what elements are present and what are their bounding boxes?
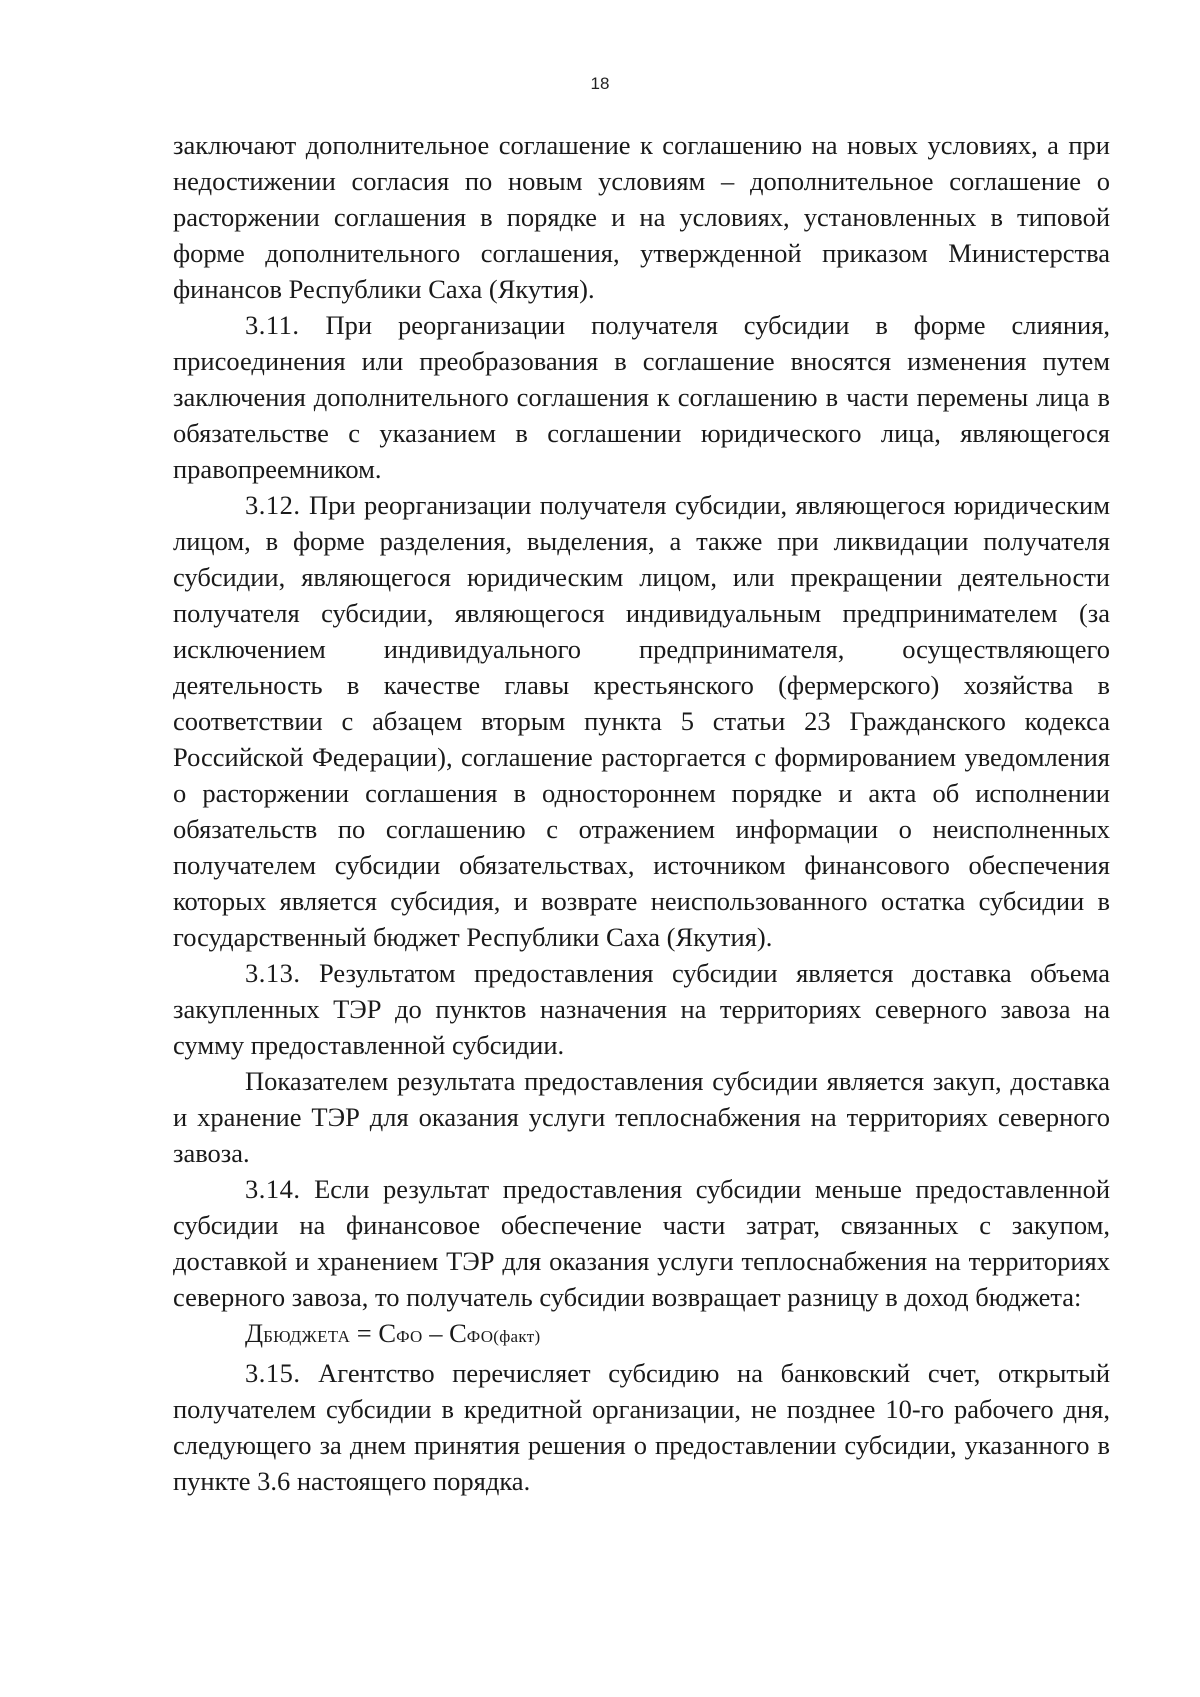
paragraph-result-indicator [173, 1063, 1110, 1171]
paragraph-3-14 [173, 1171, 1110, 1315]
formula-lhs-subscript: БЮДЖЕТА [263, 1327, 351, 1346]
paragraph-3-11 [173, 307, 1110, 487]
formula-equals: = [350, 1318, 379, 1348]
paragraph-3-12 [173, 487, 1110, 955]
paragraph-text: Результатом предоставления субсидии является доставка объема закупленных ТЭР до пунктов назначения на территориях северного завоза на сумму предоставленной субсидии. [173, 958, 1111, 1060]
paragraph-text: При реорганизации получателя субсидии, являющегося юридическим лицом, в форме разделения, выделения, а также при ликвидации получателя субсидии, являющегося юридическим лицом, или прекращении деятельности получателя субсидии, являющегося индивидуальным предпринимателем (за исключением индивидуального предпринимателя, осуществляющего деятельность в качестве главы крестьянского (фермерского) хозяйства в соответствии с абзацем вторым пункта 5 статьи 23 Гражданского кодекса Российской Федерации), соглашение расторгается с формированием уведомления о расторжении соглашения в одностороннем порядке и акта об исполнении обязательств по соглашению с отражением информации о неисполненных получателем субсидии обязательствах, источником финансового обеспечения которых является субсидия, и возврате неиспользованного остатка субсидии в государственный бюджет Республики Саха (Якутия). [173, 490, 1111, 952]
paragraph-text: Показателем результата предоставления субсидии является закуп, доставка и хранение ТЭР для оказания услуги теплоснабжения на территориях северного завоза. [173, 1066, 1110, 1168]
formula-term2-subscript: ФО(факт) [466, 1327, 541, 1346]
paragraph-number: 3.13. [245, 958, 301, 988]
paragraph-number: 3.12. [245, 490, 301, 520]
document-body [173, 127, 1110, 1499]
formula-term2-letter: С [449, 1318, 467, 1348]
paragraph-number: 3.11. [245, 310, 300, 340]
paragraph-text: Агентство перечисляет субсидию на банковский счет, открытый получателем субсидии в кредитной организации, не позднее 10-го рабочего дня, следующего за днем принятия решения о предоставлении субсидии, указанного в пункте 3.6 настоящего порядка. [173, 1358, 1110, 1496]
paragraph-3-15 [173, 1355, 1110, 1499]
paragraph-number: 3.15. [245, 1358, 301, 1388]
formula-term1-subscript: ФО [396, 1327, 423, 1346]
paragraph-number: 3.14. [245, 1174, 301, 1204]
formula-minus: – [422, 1318, 450, 1348]
paragraph-continuation [173, 127, 1110, 307]
paragraph-text: заключают дополнительное соглашение к соглашению на новых условиях, а при недостижении согласия по новым условиям – дополнительное соглашение о расторжении соглашения в порядке и на условиях, установленных в типовой форме дополнительного соглашения, утвержденной приказом Министерства финансов Республики Саха (Якутия). [173, 130, 1110, 304]
formula-lhs-letter: Д [245, 1318, 264, 1348]
paragraph-text: При реорганизации получателя субсидии в форме слияния, присоединения или преобразования в соглашение вносятся изменения путем заключения дополнительного соглашения к соглашению в части перемены лица в обязательстве с указанием в соглашении юридического лица, являющегося правопреемником. [173, 310, 1111, 484]
page-number: 18 [590, 74, 610, 93]
budget-formula [173, 1315, 1110, 1355]
paragraph-text: Если результат предоставления субсидии меньше предоставленной субсидии на финансовое обеспечение части затрат, связанных с закупом, доставкой и хранением ТЭР для оказания услуги теплоснабжения на территориях северного завоза, то получатель субсидии возвращает разницу в доход бюджета: [173, 1174, 1111, 1312]
paragraph-3-13 [173, 955, 1110, 1063]
formula-term1-letter: С [378, 1318, 397, 1348]
